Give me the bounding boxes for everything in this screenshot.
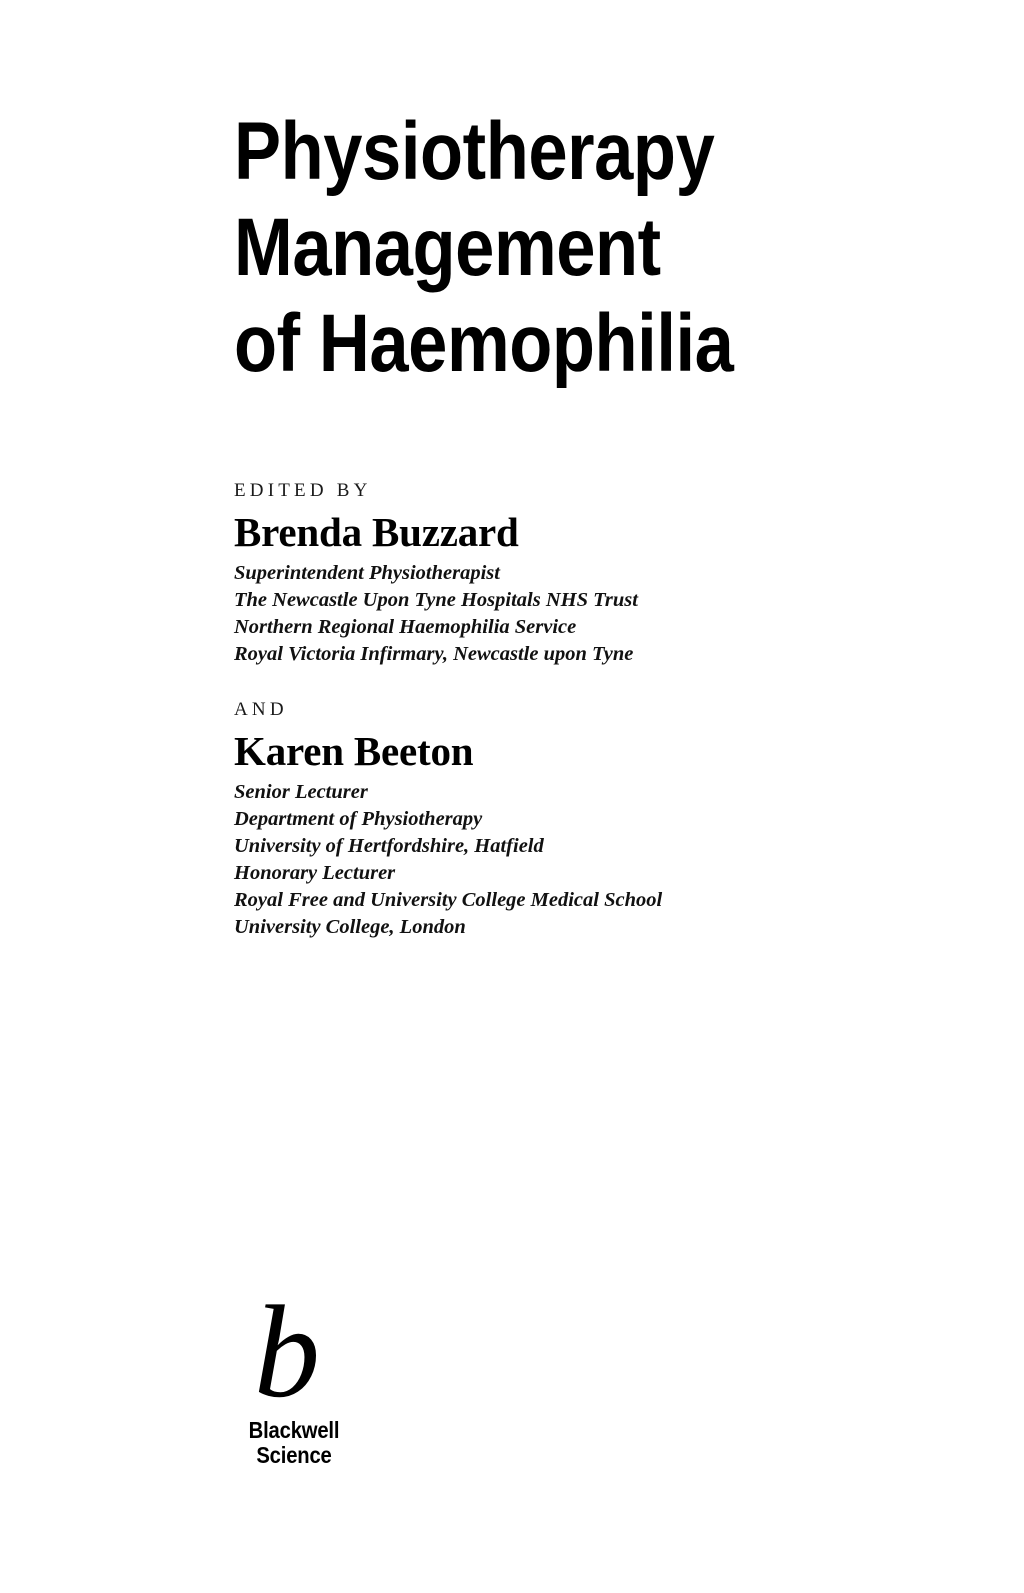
publisher-logo [234,1278,414,1468]
book-title [234,104,974,392]
affiliations-karen-beeton [234,779,934,941]
editor-entry-karen-beeton [234,697,934,941]
affiliation-line: Department of Physiotherapy [234,808,483,830]
affiliation-line: Senior Lecturer [234,781,368,803]
title-line-2: Management [234,202,661,293]
title-line-1: Physiotherapy [234,106,715,197]
affiliation-line: University College, London [234,916,466,938]
editor-name-brenda-buzzard: Brenda Buzzard [234,509,519,555]
publisher-name [234,1418,354,1468]
publisher-name-line-2: Science [256,1442,332,1468]
editors-section [234,478,934,941]
affiliation-line: Royal Free and University College Medical School [234,889,663,911]
publisher-name-line-1: Blackwell [248,1417,340,1443]
affiliation-line: Honorary Lecturer [234,862,396,884]
title-line-3: of Haemophilia [234,298,734,389]
and-label: AND [234,699,288,720]
affiliation-line: Northern Regional Haemophilia Service [234,616,577,638]
affiliations-brenda-buzzard [234,560,934,668]
blackwell-b-icon: b [254,1278,320,1425]
edited-by-label: EDITED BY [234,480,372,501]
editor-name-karen-beeton: Karen Beeton [234,728,474,774]
affiliation-line: The Newcastle Upon Tyne Hospitals NHS Trust [234,589,638,611]
editor-entry-brenda-buzzard [234,478,934,668]
affiliation-line: Superintendent Physiotherapist [234,562,500,584]
affiliation-line: Royal Victoria Infirmary, Newcastle upon Tyne [234,643,634,665]
affiliation-line: University of Hertfordshire, Hatfield [234,835,544,857]
